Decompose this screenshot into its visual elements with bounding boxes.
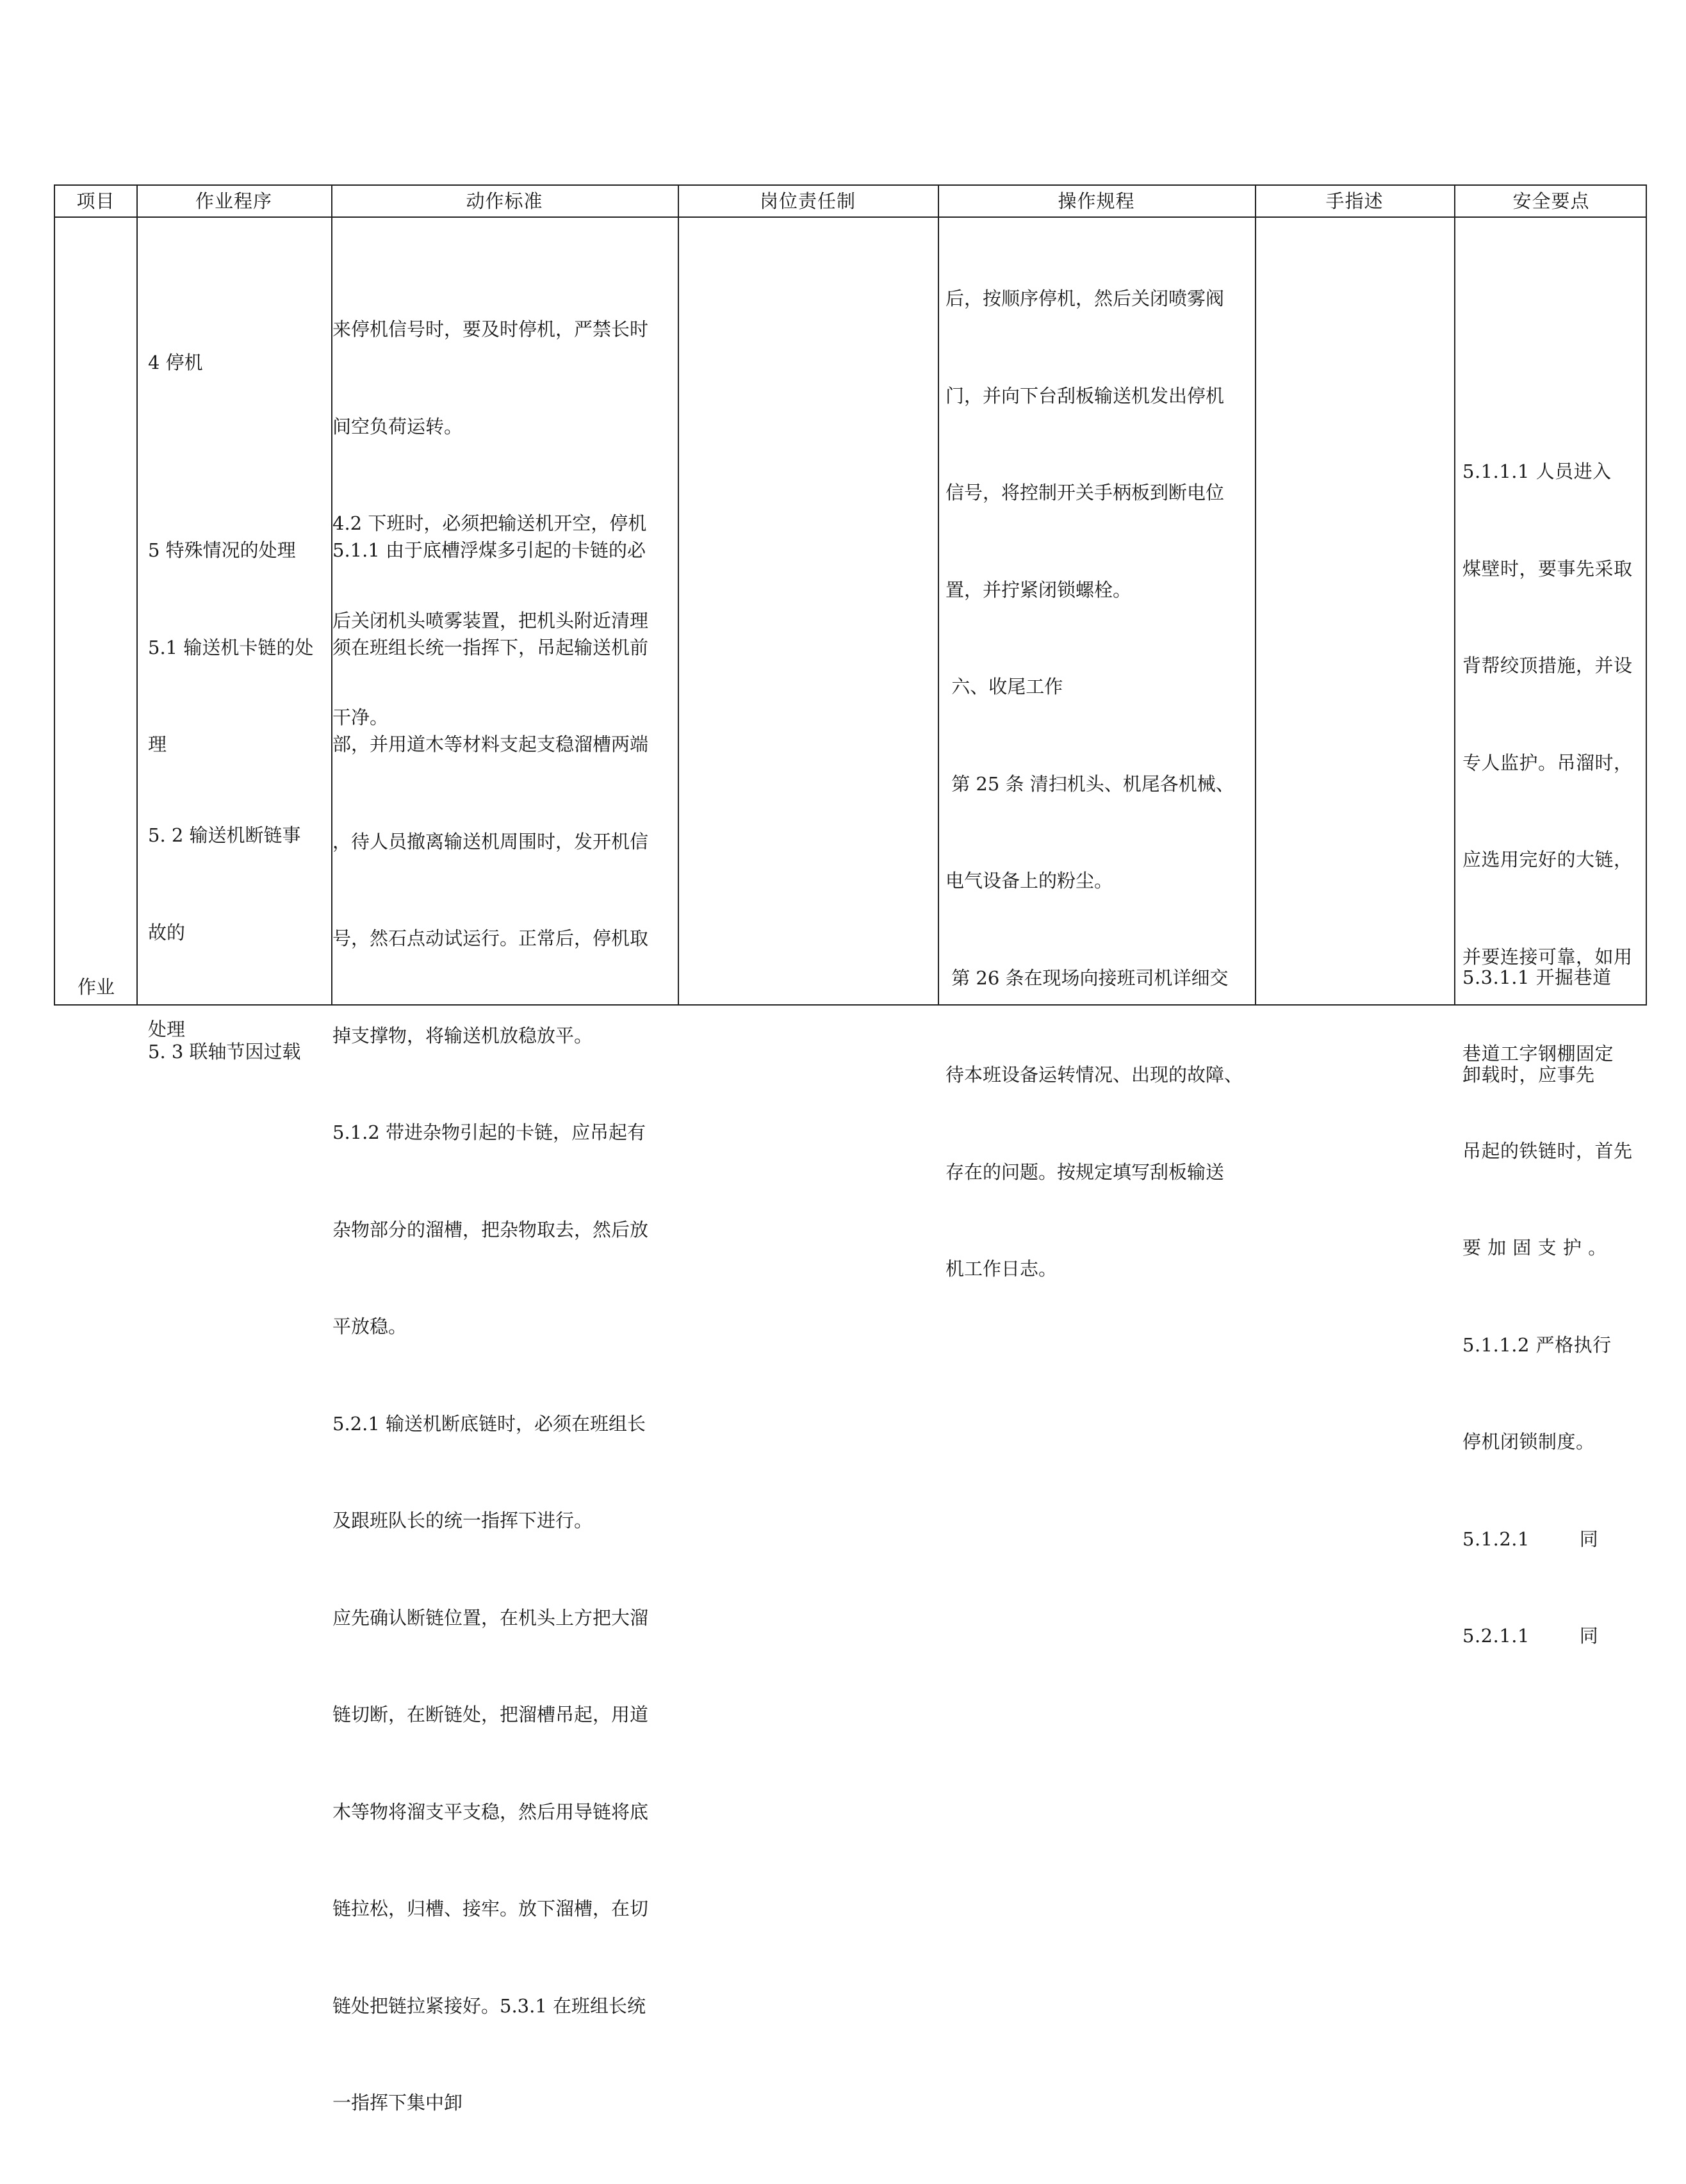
text-line: 应选用完好的大链， <box>1462 849 1633 870</box>
col-divider <box>938 186 939 1004</box>
text-line: 5.1 输送机卡链的处 <box>148 636 314 658</box>
text-line: 一指挥下集中卸 <box>332 2092 463 2114</box>
text-line: 机工作日志。 <box>945 1258 1058 1280</box>
text-line: 掉支撑物，将输送机放稳放平。 <box>332 1024 593 1047</box>
text-line: 5. 3 联轴节因过载 <box>148 1041 301 1063</box>
col-divider <box>136 186 138 1004</box>
text-line: 5.2.1 输送机断底链时，必须在班组长 <box>332 1412 646 1435</box>
header-procedure: 作业程序 <box>195 190 272 212</box>
header-standard: 动作标准 <box>466 190 543 212</box>
text-line: 背帮绞顶措施，并设 <box>1462 655 1633 676</box>
text-line: 置，并拧紧闭锁螺栓。 <box>945 578 1132 601</box>
text-line: 六、收尾工作 <box>945 676 1063 697</box>
text-line: 5.1.2 带进杂物引起的卡链，应吊起有 <box>332 1121 646 1143</box>
col-divider <box>1255 186 1256 1004</box>
safety-block-2 <box>1462 897 1612 1155</box>
header-rules: 操作规程 <box>1058 190 1135 212</box>
text-line: 链拉松，归槽、接牢。放下溜槽，在切 <box>332 1898 649 1919</box>
text-line: 链切断，在断链处，把溜槽吊起，用道 <box>332 1704 649 1725</box>
text-line: 处理 <box>148 1018 186 1040</box>
text-line: 后，按顺序停机，然后关闭喷雾阀 <box>945 288 1225 309</box>
text-line: 及跟班队长的统一指挥下进行。 <box>332 1510 593 1531</box>
text-line: 5. 2 输送机断链事 <box>148 824 301 846</box>
text-line: 5.2.1.1 同 <box>1462 1625 1599 1647</box>
text-line: 5.1.1 由于底槽浮煤多引起的卡链的必 <box>332 539 646 561</box>
text-line: 5.3.1.1 开掘巷道 <box>1462 966 1612 988</box>
header-divider <box>55 216 1646 218</box>
header-finger: 手指述 <box>1325 190 1384 212</box>
text-line: 门，并向下台刮板输送机发出停机 <box>945 384 1225 407</box>
text-line: 干净。 <box>332 706 389 728</box>
procedure-table <box>54 184 1647 2114</box>
header-safety: 安全要点 <box>1512 190 1590 212</box>
text-line: 后关闭机头喷雾装置，把机头附近清理 <box>332 609 649 632</box>
text-line: 5.1.1.2 严格执行 <box>1462 1333 1612 1356</box>
text-line: 专人监护。吊溜时， <box>1462 751 1633 774</box>
text-line: 平放稳。 <box>332 1316 407 1337</box>
text-line: 应先确认断链位置，在机头上方把大溜 <box>332 1606 649 1629</box>
col-divider <box>678 186 679 1004</box>
text-line: 要 加 固 支 护 。 <box>1462 1237 1607 1259</box>
col-divider <box>1454 186 1455 1004</box>
text-line: 故的 <box>148 921 186 943</box>
text-line: ，待人员撤离输送机周围时，发开机信 <box>332 830 649 852</box>
text-line: 部，并用道木等材料支起支稳溜槽两端 <box>332 733 649 755</box>
header-responsibility: 岗位责任制 <box>759 190 856 212</box>
project-label: 作业 <box>78 976 115 998</box>
text-line: 须在班组长统一指挥下，吊起输送机前 <box>332 636 649 658</box>
text-line: 卸载时，应事先 <box>1462 1063 1595 1086</box>
procedure-step-5-3 <box>148 971 301 1133</box>
text-line: 存在的问题。按规定填写刮板输送 <box>945 1161 1225 1183</box>
text-line: 停机闭锁制度。 <box>1462 1431 1595 1453</box>
text-line: 4.2 下班时，必须把输送机开空，停机 <box>332 512 647 534</box>
rules-block <box>945 218 1243 1350</box>
text-line: 待本班设备运转情况、出现的故障、 <box>945 1064 1243 1086</box>
text-line: 理 <box>148 733 167 755</box>
text-line: 5.1.1.1 人员进入 <box>1462 460 1612 482</box>
procedure-step-4 <box>148 282 203 444</box>
text-line: 信号，将控制开关手柄板到断电位 <box>945 482 1225 503</box>
text-line: 5 特殊情况的处理 <box>148 539 296 561</box>
text-line: 并要连接可靠，如用 <box>1462 945 1633 968</box>
text-line: 链处把链拉紧接好。5.3.1 在班组长统 <box>332 1994 646 2017</box>
text-line: 杂物部分的溜槽，把杂物取去，然后放 <box>332 1218 649 1241</box>
text-line: 间空负荷运转。 <box>332 415 463 437</box>
header-project: 项目 <box>76 190 115 212</box>
text-line: 来停机信号时，要及时停机，严禁长时 <box>332 318 649 340</box>
text-line: 电气设备上的粉尘。 <box>945 870 1113 892</box>
text-line: 煤壁时，要事先采取 <box>1462 557 1633 580</box>
text-line: 第 26 条在现场向接班司机详细交 <box>945 966 1229 989</box>
standard-block-special <box>332 469 648 2184</box>
text-line: 木等物将溜支平支稳，然后用导链将底 <box>332 1800 649 1823</box>
text-line: 第 25 条 清扫机头、机尾各机械、 <box>945 772 1234 795</box>
text-line: 号，然石点动试运行。正常后，停机取 <box>332 927 649 949</box>
text-line: 4 停机 <box>148 352 203 373</box>
text-line: 吊起的铁链时，首先 <box>1462 1139 1633 1162</box>
text-line: 5.1.2.1 同 <box>1462 1528 1599 1550</box>
text-line: 巷道工字钢棚固定 <box>1462 1043 1614 1064</box>
